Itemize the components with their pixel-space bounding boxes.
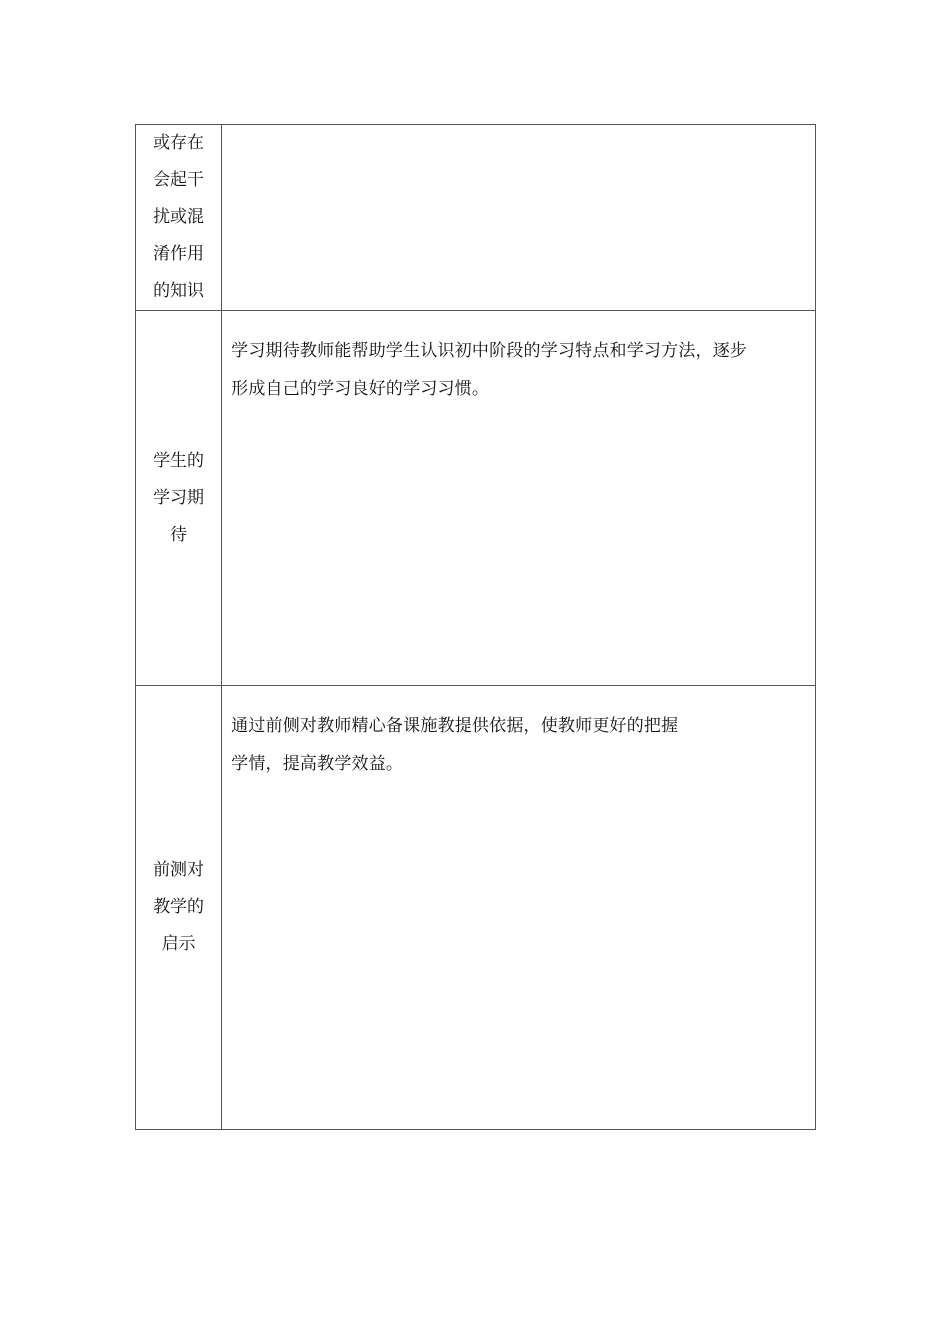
row-label-cell <box>136 686 222 1130</box>
row-content-cell <box>222 686 816 1130</box>
row-label-line: 扰或混 <box>153 207 205 227</box>
row-label-line: 待 <box>170 524 188 545</box>
row-label-line: 教学的 <box>153 897 205 917</box>
row-label-line: 的知识 <box>153 281 205 301</box>
content-line: 通过前侧对教师精心备课施教提供依据，使教师更好的把握 <box>231 716 679 736</box>
table-row-interfering-knowledge <box>136 125 816 311</box>
content-paragraph <box>222 311 815 408</box>
document-table <box>135 124 816 1130</box>
table-row-teaching-implications <box>136 686 816 1130</box>
row-label-line: 前测对 <box>153 860 205 880</box>
content-line: 形成自己的学习良好的学习习惯。 <box>231 379 490 399</box>
row-content-cell <box>222 311 816 686</box>
row-content-cell-empty <box>222 125 816 311</box>
content-line: 学习期待教师能帮助学生认识初中阶段的学习特点和学习方法，逐步 <box>231 341 748 361</box>
row-label-line: 启示 <box>161 934 196 954</box>
content-paragraph <box>222 686 815 783</box>
row-label-line: 淆作用 <box>153 244 205 264</box>
content-line: 学情，提高教学效益。 <box>231 754 404 774</box>
row-label-cell <box>136 125 222 311</box>
row-label-line: 学生的 <box>153 450 205 471</box>
table-row-student-expectations <box>136 311 816 686</box>
row-label-line: 或存在 <box>153 133 205 153</box>
row-label-line: 学习期 <box>153 487 205 508</box>
row-label-cell <box>136 311 222 686</box>
row-label-line: 会起干 <box>153 170 205 190</box>
